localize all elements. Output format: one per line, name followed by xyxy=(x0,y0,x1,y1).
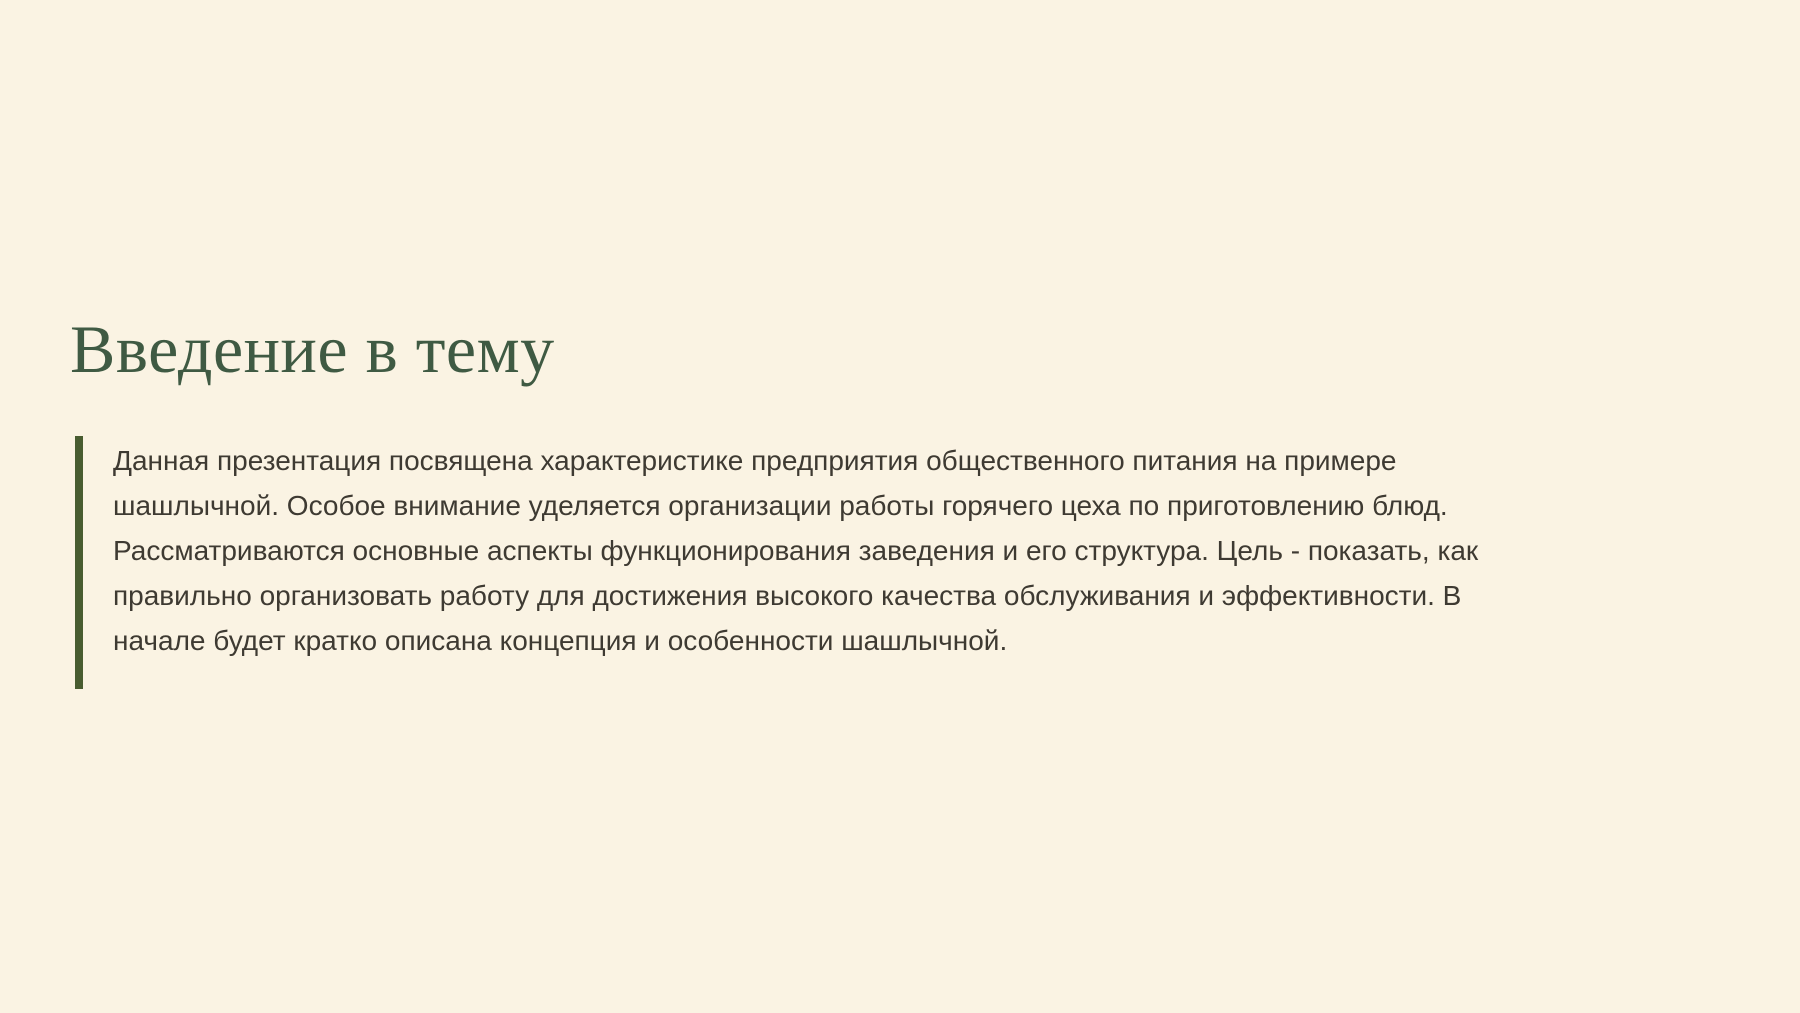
slide-title: Введение в тему xyxy=(70,311,555,387)
body-block xyxy=(75,436,1513,689)
body-paragraph: Данная презентация посвящена характеристике предприятия общественного питания на примере шашлычной. Особое внимание уделяется организации работы горячего цеха по приготовлению блюд. Рассматриваются основные аспекты функционирования заведения и его структура. Цель - показать, как правильно организовать работу для достижения высокого качества обслуживания и эффективности. В начале будет кратко описана концепция и особенности шашлычной. xyxy=(113,445,1479,656)
